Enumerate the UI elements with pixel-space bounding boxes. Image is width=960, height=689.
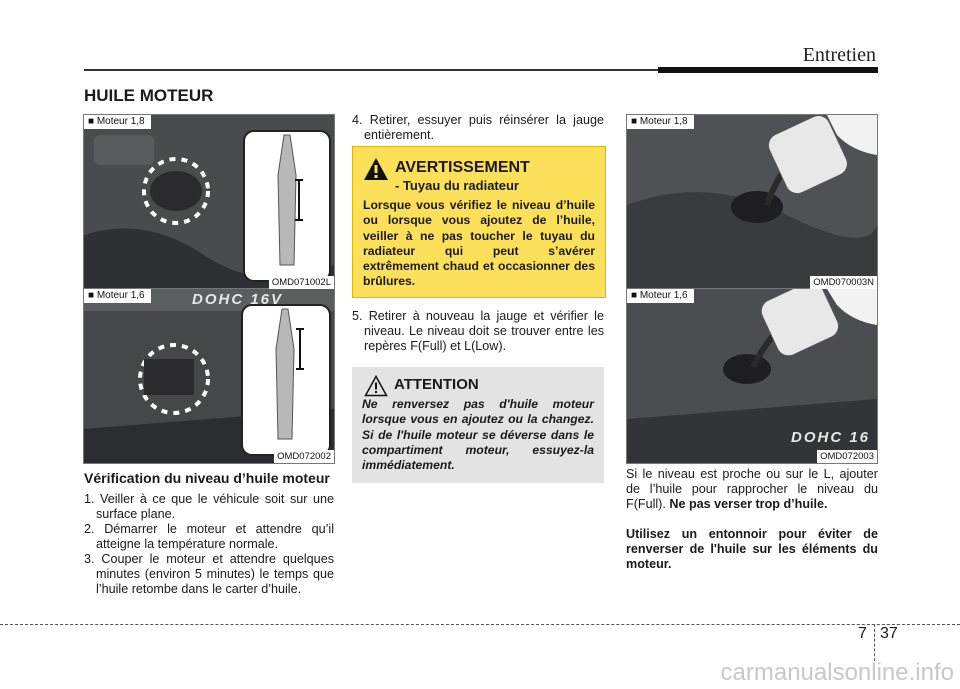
text-column-2-lower (352, 309, 604, 354)
engine-cover-text: DOHC 16V (192, 291, 284, 308)
warning-text: Lorsque vous vérifiez le niveau d’huile ou lorsque vous ajoutez de l’huile, veiller à ne pas toucher le tuyau du radiateur qui peut s’avérer extrêmement chaud et occasionner des brûlures. (363, 198, 595, 289)
figure-code: OMD070003N (810, 276, 877, 289)
subsection-title: Vérification du niveau d’huile moteur (84, 470, 330, 486)
warning-title: AVERTISSEMENT (395, 159, 530, 176)
figure-code: OMD071002L (269, 276, 334, 289)
refill-paragraph (626, 467, 878, 512)
page-number: 37 (880, 625, 898, 642)
warning-subtitle: - Tuyau du radiateur (395, 178, 519, 193)
section-title: Entretien (802, 44, 876, 66)
figure-label: ■ Moteur 1,8 (84, 115, 151, 129)
oil-filling-illustration (627, 115, 877, 289)
attention-text: Ne renversez pas d'huile moteur lorsque vous en ajoutez ou la changez. Si de l'huile moteur se déverse dans le compartiment moteur, essuyez-la immédiatement. (362, 397, 594, 473)
funnel-advice: Utilisez un entonnoir pour éviter de renverser de l'huile sur les éléments du moteur. (626, 527, 878, 571)
engine-illustration (84, 289, 334, 463)
text-column-1 (84, 470, 334, 597)
header-rule (84, 69, 658, 71)
page-title: HUILE MOTEUR (84, 86, 214, 105)
watermark: carmanualsonline.info (720, 659, 954, 686)
figure-label: ■ Moteur 1,6 (84, 289, 151, 303)
figure-engine-1-6-filling (626, 288, 878, 464)
warning-icon (363, 157, 389, 181)
text-column-2 (352, 113, 604, 143)
figure-label: ■ Moteur 1,8 (627, 115, 694, 129)
warning-box (352, 146, 606, 298)
figure-engine-1-8-dipstick (83, 114, 335, 290)
step-5: 5. Retirer à nouveau la jauge et vérifier le niveau. Le niveau doit se trouver entre les repères F(Full) et L(Low). (352, 309, 604, 353)
step-1: 1. Veiller à ce que le véhicule soit sur une surface plane. (84, 492, 334, 521)
chapter-number: 7 (858, 625, 867, 642)
overfill-warning: Ne pas verser trop d’huile. (669, 497, 828, 511)
step-4: 4. Retirer, essuyer puis réinsérer la jauge entièrement. (352, 113, 604, 142)
attention-title: ATTENTION (394, 376, 479, 393)
figure-label: ■ Moteur 1,6 (627, 289, 694, 303)
header-rule-accent (658, 67, 878, 73)
figure-code: OMD072002 (274, 450, 334, 463)
attention-box (352, 367, 604, 483)
text-column-3 (626, 467, 878, 572)
footer-rule (0, 624, 960, 625)
engine-cover-text: DOHC 16 (791, 429, 871, 446)
figure-engine-1-8-filling (626, 114, 878, 290)
caution-icon (364, 375, 388, 397)
figure-code: OMD072003 (817, 450, 877, 463)
step-2: 2. Démarrer le moteur et attendre qu’il atteigne la température normale. (84, 522, 334, 551)
refill-instruction: Si le niveau est proche ou sur le L, ajouter de l’huile pour rapprocher le niveau du F(Full). (626, 467, 878, 511)
engine-illustration (84, 115, 334, 289)
figure-engine-1-6-dipstick (83, 288, 335, 464)
step-3: 3. Couper le moteur et attendre quelques minutes (environ 5 minutes) le temps que l’huile retombe dans le carter d’huile. (84, 552, 334, 596)
